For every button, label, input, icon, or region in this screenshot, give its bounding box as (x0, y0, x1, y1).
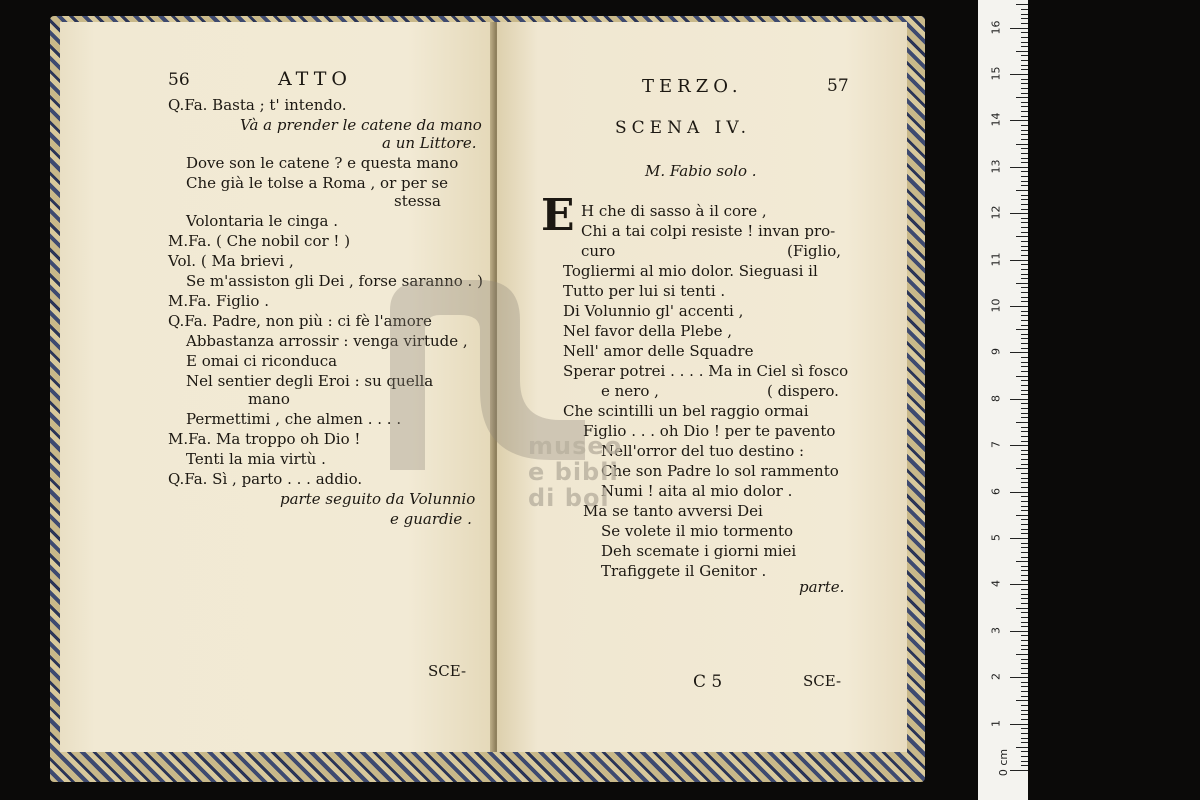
ruler-tick (1021, 42, 1028, 43)
ruler-tick (1021, 682, 1028, 683)
ruler-tick (1021, 719, 1028, 720)
ruler-tick (1021, 371, 1028, 372)
ruler-tick (1021, 93, 1028, 94)
ruler-tick (1010, 306, 1028, 307)
text-line: Abbastanza arrossir : venga virtude , (186, 332, 468, 350)
ruler-tick (1021, 79, 1028, 80)
stage-direction: a un Littore. (382, 134, 477, 152)
ruler-tick (1021, 232, 1028, 233)
ruler-tick (1010, 584, 1028, 585)
ruler-tick (1021, 663, 1028, 664)
ruler-tick (1021, 83, 1028, 84)
ruler-tick (1021, 519, 1028, 520)
ruler-tick (1021, 348, 1028, 349)
ruler-number: 3 (989, 626, 1003, 634)
left-catchword: SCE- (428, 662, 467, 680)
ruler-tick (1021, 158, 1028, 159)
ruler-tick (1021, 640, 1028, 641)
ruler-tick (1021, 264, 1028, 265)
ruler-tick (1021, 278, 1028, 279)
ruler-tick (1021, 705, 1028, 706)
ruler-tick (1021, 88, 1028, 89)
ruler-tick (1021, 570, 1028, 571)
ruler-number: 7 (989, 441, 1003, 449)
ruler-tick (1021, 55, 1028, 56)
text-line: Permettimi , che almen . . . . (186, 410, 402, 428)
ruler-tick (1021, 65, 1028, 66)
text-line: mano (248, 390, 290, 408)
ruler-tick (1021, 742, 1028, 743)
ruler-tick (1021, 338, 1028, 339)
ruler-tick (1021, 524, 1028, 525)
ruler-tick (1021, 603, 1028, 604)
ruler-tick (1010, 167, 1028, 168)
ruler-tick (1010, 724, 1028, 725)
ruler-tick (1016, 422, 1028, 423)
ruler-tick (1021, 464, 1028, 465)
ruler-tick (1021, 102, 1028, 103)
ruler-tick (1021, 691, 1028, 692)
ruler-tick (1016, 747, 1028, 748)
right-catchword: SCE- (803, 672, 842, 690)
ruler-tick (1021, 162, 1028, 163)
ruler-tick (1021, 738, 1028, 739)
ruler-tick (1021, 765, 1028, 766)
text-line: Volontaria le cinga . (186, 212, 339, 230)
text-line: Tenti la mia virtù . (186, 450, 326, 468)
ruler-tick (1010, 492, 1028, 493)
ruler-tick (1021, 111, 1028, 112)
ruler-tick (1016, 654, 1028, 655)
text-line: Deh scemate i giorni miei (601, 542, 797, 560)
ruler-tick (1021, 714, 1028, 715)
ruler-tick (1021, 255, 1028, 256)
ruler-tick (1021, 645, 1028, 646)
ruler-tick (1021, 9, 1028, 10)
ruler-tick (1021, 311, 1028, 312)
ruler-tick (1021, 436, 1028, 437)
ruler-tick (1021, 176, 1028, 177)
ruler-tick (1021, 543, 1028, 544)
ruler-tick (1021, 69, 1028, 70)
ruler-number: 4 (989, 580, 1003, 588)
stage-direction: parte seguito da Volunnio (280, 490, 476, 508)
text-line: curo (581, 242, 616, 260)
ruler-tick (1021, 450, 1028, 451)
ruler-tick (1021, 501, 1028, 502)
right-running-head: TERZO. (642, 76, 743, 97)
ruler-number: 5 (989, 534, 1003, 541)
ruler-tick (1021, 362, 1028, 363)
ruler-tick (1021, 431, 1028, 432)
ruler-tick (1016, 4, 1028, 5)
ruler-tick (1021, 459, 1028, 460)
ruler-tick (1010, 677, 1028, 678)
ruler-tick (1010, 260, 1028, 261)
watermark-text: museo (528, 432, 623, 460)
ruler-tick (1021, 246, 1028, 247)
ruler-tick (1021, 478, 1028, 479)
ruler-tick (1021, 552, 1028, 553)
ruler-tick (1021, 18, 1028, 19)
text-line: Vol. ( Ma brievi , (168, 252, 294, 270)
ruler-tick (1021, 659, 1028, 660)
ruler-tick (1010, 74, 1028, 75)
ruler-tick (1021, 195, 1028, 196)
ruler-tick (1021, 598, 1028, 599)
text-line: Che scintilli un bel raggio ormai (563, 402, 809, 420)
ruler-tick (1010, 120, 1028, 121)
ruler-tick (1021, 134, 1028, 135)
text-line: (Figlio, (787, 242, 842, 260)
text-line: Se volete il mio tormento (601, 522, 794, 540)
ruler-tick (1010, 213, 1028, 214)
ruler-tick (1021, 241, 1028, 242)
ruler-tick (1021, 529, 1028, 530)
ruler-tick (1021, 566, 1028, 567)
ruler-tick (1010, 28, 1028, 29)
ruler-tick (1021, 181, 1028, 182)
ruler-tick (1016, 51, 1028, 52)
ruler-tick (1010, 399, 1028, 400)
ruler-number: 13 (989, 159, 1003, 174)
ruler-tick (1021, 185, 1028, 186)
ruler-tick (1016, 515, 1028, 516)
text-line: Che già le tolse a Roma , or per se (186, 174, 449, 192)
ruler-tick (1021, 287, 1028, 288)
ruler-tick (1021, 487, 1028, 488)
text-line: Q.Fa. Sì , parto . . . addio. (168, 470, 363, 488)
ruler-number: 15 (989, 66, 1003, 81)
ruler-tick (1021, 23, 1028, 24)
text-line: M.Fa. Ma troppo oh Dio ! (168, 430, 361, 448)
text-line: Figlio . . . oh Dio ! per te pavento (583, 422, 836, 440)
text-line: Trafiggete il Genitor . (601, 562, 767, 580)
ruler-tick (1010, 445, 1028, 446)
ruler-tick (1021, 204, 1028, 205)
ruler-tick (1021, 60, 1028, 61)
text-line: Q.Fa. Padre, non più : ci fè l'amore (168, 312, 432, 330)
ruler-tick (1021, 496, 1028, 497)
text-line: Di Volunnio gl' accenti , (563, 302, 744, 320)
ruler-tick (1021, 761, 1028, 762)
ruler-tick (1021, 454, 1028, 455)
ruler-tick (1021, 427, 1028, 428)
ruler-tick (1021, 209, 1028, 210)
ruler-tick (1021, 32, 1028, 33)
ruler-tick (1021, 125, 1028, 126)
ruler-tick (1021, 46, 1028, 47)
ruler-tick (1021, 417, 1028, 418)
ruler-tick (1021, 756, 1028, 757)
ruler-tick (1021, 37, 1028, 38)
ruler-tick (1021, 728, 1028, 729)
text-line: Nell'orror del tuo destino : (601, 442, 805, 460)
ruler-tick (1021, 506, 1028, 507)
ruler-number: 1 (989, 719, 1003, 727)
ruler-tick (1021, 482, 1028, 483)
ruler-tick (1021, 380, 1028, 381)
ruler-tick (1016, 97, 1028, 98)
ruler-tick (1021, 668, 1028, 669)
ruler-tick (1021, 580, 1028, 581)
text-line: Nell' amor delle Squadre (563, 342, 754, 360)
ruler-tick (1010, 770, 1028, 771)
text-line: Q.Fa. Basta ; t' intendo. (168, 96, 347, 114)
text-line: Dove son le catene ? e questa mano (186, 154, 459, 172)
ruler-tick (1021, 274, 1028, 275)
text-line: Ma se tanto avversi Dei (583, 502, 763, 520)
stage-direction: Và a prender le catene da mano (240, 116, 482, 134)
left-page-number: 56 (168, 70, 190, 90)
ruler-tick (1021, 139, 1028, 140)
ruler-tick (1021, 710, 1028, 711)
ruler-unit: 0 cm (997, 748, 1011, 777)
text-line: Nel favor della Plebe , (563, 322, 733, 340)
text-line: Che son Padre lo sol rammento (601, 462, 839, 480)
ruler-tick (1021, 612, 1028, 613)
ruler-tick (1016, 700, 1028, 701)
ruler-tick (1021, 385, 1028, 386)
signature-mark: C 5 (693, 672, 723, 692)
ruler-tick (1021, 315, 1028, 316)
text-line: Tutto per lui si tenti . (563, 282, 726, 300)
ruler-tick (1021, 413, 1028, 414)
ruler-number: 6 (989, 487, 1003, 495)
ruler-tick (1021, 153, 1028, 154)
text-line: Nel sentier degli Eroi : su quella (186, 372, 434, 390)
ruler-tick (1021, 751, 1028, 752)
ruler-tick (1016, 376, 1028, 377)
watermark-text: e bibli (528, 458, 619, 486)
ruler-number: 10 (989, 298, 1003, 313)
ruler-tick (1010, 352, 1028, 353)
text-line: e nero , (601, 382, 659, 400)
ruler-tick (1021, 301, 1028, 302)
text-line: Numi ! aita al mio dolor . (601, 482, 793, 500)
text-line: Se m'assiston gli Dei , forse saranno . ) (186, 272, 483, 290)
ruler-tick (1021, 269, 1028, 270)
ruler-tick (1021, 394, 1028, 395)
ruler-tick (1021, 626, 1028, 627)
ruler-tick (1021, 473, 1028, 474)
right-page-number: 57 (827, 76, 849, 96)
text-line: M.Fa. Figlio . (168, 292, 269, 310)
exit-direction: parte. (799, 578, 845, 596)
ruler-tick (1021, 622, 1028, 623)
text-line: Sperar potrei . . . . Ma in Ciel sì fosco (563, 362, 849, 380)
ruler-number: 2 (989, 673, 1003, 681)
ruler-tick (1021, 733, 1028, 734)
ruler-tick (1021, 441, 1028, 442)
ruler-tick (1021, 148, 1028, 149)
ruler-tick (1021, 575, 1028, 576)
ruler-tick (1021, 106, 1028, 107)
watermark-text: di bol (528, 484, 610, 512)
ruler-tick (1021, 390, 1028, 391)
text-line: E omai ci riconduca (186, 352, 338, 370)
text-line: H che di sasso à il core , (581, 202, 767, 220)
ruler-number: 9 (989, 348, 1003, 356)
ruler-number: 8 (989, 394, 1003, 402)
ruler-tick (1021, 533, 1028, 534)
ruler-tick (1021, 227, 1028, 228)
ruler-tick (1021, 14, 1028, 15)
ruler-number: 16 (989, 20, 1003, 35)
ruler-tick (1016, 561, 1028, 562)
ruler-tick (1021, 116, 1028, 117)
ruler-tick (1021, 635, 1028, 636)
ruler-tick (1021, 343, 1028, 344)
ruler-tick (1021, 408, 1028, 409)
ruler-tick (1021, 403, 1028, 404)
character-heading: M. Fabio solo . (645, 162, 757, 180)
ruler-tick (1021, 547, 1028, 548)
ruler-tick (1016, 144, 1028, 145)
ruler-tick (1021, 222, 1028, 223)
ruler-tick (1016, 190, 1028, 191)
left-running-head: ATTO (278, 68, 352, 90)
text-line: M.Fa. ( Che nobil cor ! ) (168, 232, 351, 250)
ruler-tick (1021, 325, 1028, 326)
ruler-tick (1021, 334, 1028, 335)
ruler-tick (1021, 557, 1028, 558)
scene-title: SCENA IV. (615, 118, 752, 138)
ruler-tick (1021, 673, 1028, 674)
ruler-tick (1021, 250, 1028, 251)
text-line: stessa (394, 192, 441, 210)
text-line: Togliermi al mio dolor. Sieguasi il (563, 262, 818, 280)
ruler-tick (1021, 510, 1028, 511)
ruler-tick (1016, 236, 1028, 237)
ruler-tick (1021, 320, 1028, 321)
ruler-tick (1021, 649, 1028, 650)
ruler-tick (1021, 589, 1028, 590)
ruler-tick (1021, 617, 1028, 618)
text-line: Chi a tai colpi resiste ! invan pro- (581, 222, 836, 240)
ruler-tick (1010, 538, 1028, 539)
ruler-number: 14 (989, 112, 1003, 127)
ruler-tick (1016, 468, 1028, 469)
ruler-tick (1016, 283, 1028, 284)
stage-direction: e guardie . (390, 510, 472, 528)
ruler-tick (1021, 292, 1028, 293)
text-line: ( dispero. (767, 382, 839, 400)
ruler-number: 12 (989, 205, 1003, 220)
ruler-tick (1021, 171, 1028, 172)
ruler-tick (1016, 329, 1028, 330)
ruler-tick (1021, 199, 1028, 200)
ruler-tick (1021, 366, 1028, 367)
ruler-tick (1021, 218, 1028, 219)
ruler-tick (1021, 297, 1028, 298)
ruler-tick (1021, 130, 1028, 131)
ruler-tick (1021, 357, 1028, 358)
ruler-number: 11 (989, 252, 1003, 267)
measuring-ruler (978, 0, 1028, 800)
ruler-tick (1021, 696, 1028, 697)
ruler-tick (1021, 594, 1028, 595)
drop-cap: E (541, 190, 575, 241)
ruler-tick (1016, 608, 1028, 609)
ruler-tick (1010, 631, 1028, 632)
ruler-tick (1021, 686, 1028, 687)
